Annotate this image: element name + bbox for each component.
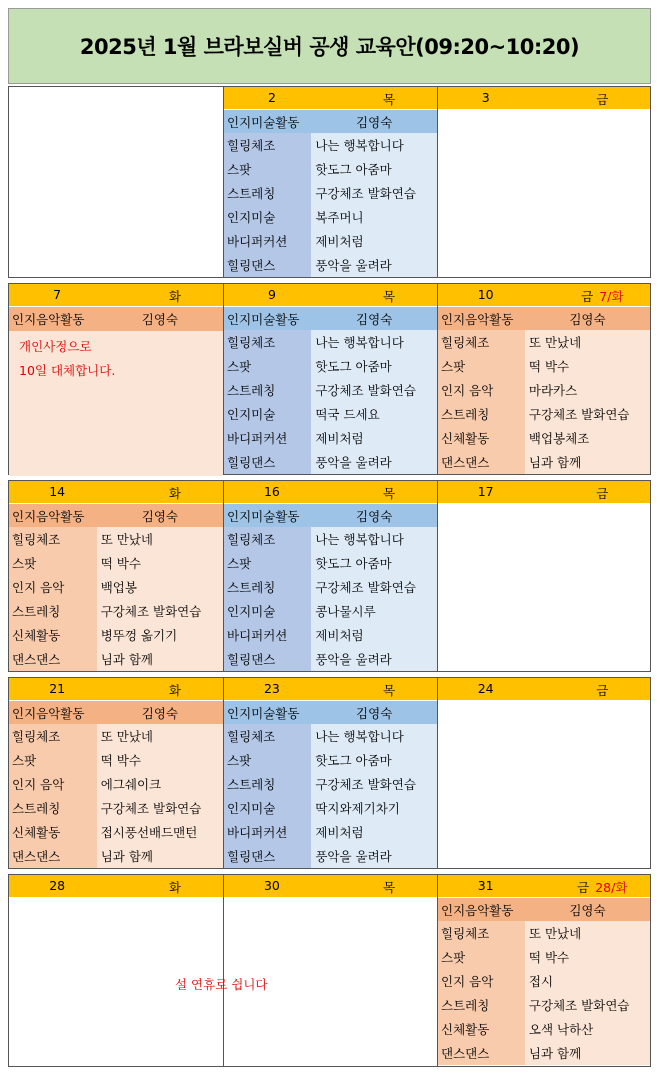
day-of-week-label: 금 (581, 289, 594, 304)
activity-content: 제비처럼 (311, 820, 437, 844)
instructor-name: 김영숙 (356, 706, 393, 721)
activity-content: 님과 함께 (525, 450, 650, 474)
activity-content: 떡 박수 (97, 748, 223, 772)
activity-row (438, 921, 650, 945)
activity-row (224, 820, 437, 844)
activity-row (224, 450, 437, 474)
activity-row (9, 575, 223, 599)
activity-content: 나는 행복합니다 (311, 527, 437, 551)
activity-category: 스팟 (438, 945, 525, 969)
program-header-row (224, 110, 437, 134)
day-of-week-label: 금 (596, 92, 609, 107)
activity-row (224, 551, 437, 575)
day-3-friday (437, 87, 650, 277)
activity-category: 인지 음악 (9, 772, 97, 796)
week-2 (8, 283, 651, 475)
activity-content: 또 만났네 (525, 921, 650, 945)
day-header (438, 481, 650, 503)
activity-content: 구강체조 발화연습 (525, 993, 650, 1017)
activity-content: 또 만났네 (97, 527, 223, 551)
day-of-week-label: 금 (577, 880, 590, 895)
day-28-tuesday (9, 875, 223, 1066)
day-header (9, 284, 223, 306)
activity-row (224, 181, 437, 205)
day-21-tuesday (9, 678, 223, 868)
activity-row (438, 354, 650, 378)
activity-row (224, 378, 437, 402)
day-24-friday (437, 678, 650, 868)
day-of-week-label: 금 (596, 683, 609, 698)
day-header (438, 87, 650, 109)
program-title: 인지음악활동 (12, 312, 85, 327)
program-title: 인지미술활동 (227, 115, 300, 130)
activity-row (438, 450, 650, 474)
day-number: 17 (477, 484, 494, 499)
activity-content: 구강체조 발화연습 (97, 599, 223, 623)
activity-row (9, 772, 223, 796)
day-31-friday (437, 875, 650, 1066)
program-title: 인지미술활동 (227, 312, 300, 327)
activity-row (224, 599, 437, 623)
activity-content: 구강체조 발화연습 (311, 378, 437, 402)
program-header-row (9, 504, 223, 528)
activity-content: 떡국 드세요 (311, 402, 437, 426)
activity-category: 스트레칭 (224, 181, 311, 205)
program-header-row (224, 307, 437, 331)
day-of-week-label: 화 (168, 289, 181, 304)
day-header (9, 875, 223, 897)
activity-row (9, 796, 223, 820)
day-of-week (127, 287, 223, 305)
day-16-thursday (223, 481, 437, 671)
activity-row (9, 748, 223, 772)
day-of-week-label: 화 (168, 683, 181, 698)
activity-category: 스팟 (9, 551, 97, 575)
activity-category: 힐링댄스 (224, 647, 311, 671)
instructor-name: 김영숙 (569, 903, 606, 918)
activity-row (9, 527, 223, 551)
day-23-thursday (223, 678, 437, 868)
day-of-week-label: 목 (383, 92, 396, 107)
activity-category: 스트레칭 (9, 599, 97, 623)
day-number: 16 (263, 484, 280, 499)
activity-row (438, 993, 650, 1017)
activity-category: 신체활동 (438, 1017, 525, 1041)
activity-content: 또 만났네 (97, 724, 223, 748)
activity-category: 스트레칭 (224, 575, 311, 599)
day-number: 31 (477, 878, 494, 893)
day-of-week (127, 681, 223, 699)
day-of-week (127, 484, 223, 502)
activity-row (224, 133, 437, 157)
activity-category: 인지미술 (224, 402, 311, 426)
activity-content: 콩나물시루 (311, 599, 437, 623)
day-14-tuesday (9, 481, 223, 671)
activity-category: 힐링체조 (224, 133, 311, 157)
day-number: 30 (263, 878, 280, 893)
substitute-date: 7/화 (599, 289, 624, 304)
day-of-week-label: 금 (596, 486, 609, 501)
day-of-week (555, 484, 650, 502)
substitute-date: 28/화 (595, 880, 628, 895)
activity-content: 제비처럼 (311, 623, 437, 647)
instructor-name: 김영숙 (356, 312, 393, 327)
activity-row (438, 969, 650, 993)
activity-row (224, 772, 437, 796)
activity-category: 바디퍼커션 (224, 623, 311, 647)
activity-content: 핫도그 아줌마 (311, 551, 437, 575)
activity-row (224, 330, 437, 354)
instructor-name: 김영숙 (141, 312, 178, 327)
activity-category: 힐링댄스 (224, 253, 311, 277)
activity-category: 스팟 (224, 157, 311, 181)
activity-content: 병뚜껑 옮기기 (97, 623, 223, 647)
activity-row (224, 575, 437, 599)
day-header (438, 678, 650, 700)
instructor-name: 김영숙 (141, 706, 178, 721)
day-of-week-label: 목 (383, 289, 396, 304)
day-header (438, 875, 650, 897)
activity-category: 스팟 (438, 354, 525, 378)
day-number: 23 (263, 681, 280, 696)
activity-content: 님과 함께 (97, 844, 223, 868)
week-1 (8, 86, 651, 278)
day-header (224, 875, 437, 897)
program-header-row (438, 307, 650, 331)
activity-category: 힐링댄스 (224, 844, 311, 868)
week-5 (8, 874, 651, 1067)
program-title: 인지미술활동 (227, 509, 300, 524)
program-header-row (9, 701, 223, 725)
activity-content: 풍악을 울려라 (311, 647, 437, 671)
activity-content: 풍악을 울려라 (311, 844, 437, 868)
activity-category: 힐링체조 (224, 527, 311, 551)
activity-category: 힐링체조 (438, 921, 525, 945)
activity-content: 핫도그 아줌마 (311, 354, 437, 378)
activity-content: 핫도그 아줌마 (311, 157, 437, 181)
activity-content: 떡 박수 (525, 354, 650, 378)
day-number: 10 (477, 287, 494, 302)
day-of-week (555, 90, 650, 108)
activity-category: 스팟 (224, 551, 311, 575)
activity-category: 스팟 (9, 748, 97, 772)
activity-row (224, 426, 437, 450)
activity-row (224, 527, 437, 551)
program-header-row (224, 504, 437, 528)
day-of-week-label: 화 (168, 486, 181, 501)
activity-content: 접시 (525, 969, 650, 993)
activity-category: 댄스댄스 (438, 450, 525, 474)
day-number: 14 (49, 484, 66, 499)
activity-row (224, 748, 437, 772)
activity-content: 나는 행복합니다 (311, 330, 437, 354)
activity-category: 바디퍼커션 (224, 426, 311, 450)
activity-content: 딱지와제기차기 (311, 796, 437, 820)
activity-content: 님과 함께 (97, 647, 223, 671)
activity-row (9, 844, 223, 868)
day-of-week-label: 목 (383, 683, 396, 698)
day-header (224, 284, 437, 306)
activity-category: 인지미술 (224, 796, 311, 820)
activity-row (438, 378, 650, 402)
day-17-friday (437, 481, 650, 671)
activity-row (224, 157, 437, 181)
day-of-week (341, 681, 437, 699)
activity-content: 복주머니 (311, 205, 437, 229)
activity-category: 스트레칭 (224, 772, 311, 796)
activity-row (438, 1017, 650, 1041)
activity-content: 접시풍선배드맨턴 (97, 820, 223, 844)
activity-category: 스트레칭 (9, 796, 97, 820)
activity-category: 신체활동 (9, 623, 97, 647)
activity-content: 제비처럼 (311, 426, 437, 450)
activity-content: 풍악을 울려라 (311, 253, 437, 277)
activity-category: 신체활동 (9, 820, 97, 844)
activity-content: 핫도그 아줌마 (311, 748, 437, 772)
program-title: 인지음악활동 (441, 312, 514, 327)
activity-category: 바디퍼커션 (224, 229, 311, 253)
activity-row (224, 253, 437, 277)
activity-row (438, 1041, 650, 1065)
day-2-thursday (223, 87, 437, 277)
day-header (224, 678, 437, 700)
day-number: 21 (49, 681, 66, 696)
activity-row (224, 354, 437, 378)
activity-content: 구강체조 발화연습 (525, 402, 650, 426)
day-number: 3 (481, 90, 490, 105)
activity-content: 님과 함께 (525, 1041, 650, 1065)
day-header (9, 481, 223, 503)
activity-content: 제비처럼 (311, 229, 437, 253)
activity-category: 힐링체조 (224, 724, 311, 748)
activity-category: 댄스댄스 (438, 1041, 525, 1065)
day-empty (9, 87, 223, 277)
activity-content: 오색 낙하산 (525, 1017, 650, 1041)
activity-row (224, 647, 437, 671)
activity-row (438, 426, 650, 450)
instructor-name: 김영숙 (356, 115, 393, 130)
activity-content: 나는 행복합니다 (311, 133, 437, 157)
activity-category: 힐링댄스 (224, 450, 311, 474)
instructor-name: 김영숙 (569, 312, 606, 327)
activity-content: 나는 행복합니다 (311, 724, 437, 748)
activity-category: 인지 음악 (438, 969, 525, 993)
activity-row (9, 724, 223, 748)
activity-category: 스트레칭 (438, 993, 525, 1017)
activity-content: 구강체조 발화연습 (97, 796, 223, 820)
day-10-friday (437, 284, 650, 474)
activity-category: 인지 음악 (438, 378, 525, 402)
activity-row (224, 623, 437, 647)
activity-row (438, 330, 650, 354)
day-of-week (555, 287, 650, 305)
activity-content: 또 만났네 (525, 330, 650, 354)
activity-category: 힐링체조 (224, 330, 311, 354)
activity-category: 힐링체조 (9, 724, 97, 748)
activity-content: 백업봉체조 (525, 426, 650, 450)
program-header-row (9, 307, 223, 331)
activity-content: 에그쉐이크 (97, 772, 223, 796)
day-of-week-label: 목 (383, 486, 396, 501)
program-title: 인지음악활동 (12, 509, 85, 524)
activity-category: 바디퍼커션 (224, 820, 311, 844)
day-of-week (341, 878, 437, 896)
activity-content: 구강체조 발화연습 (311, 181, 437, 205)
day-number: 24 (477, 681, 494, 696)
activity-content: 구강체조 발화연습 (311, 772, 437, 796)
day-of-week (555, 681, 650, 699)
activity-category: 인지미술 (224, 205, 311, 229)
activity-row (9, 647, 223, 671)
program-title: 인지미술활동 (227, 706, 300, 721)
day-of-week (341, 90, 437, 108)
day-header (438, 284, 650, 306)
activity-row (438, 402, 650, 426)
activity-category: 댄스댄스 (9, 844, 97, 868)
activity-category: 스트레칭 (224, 378, 311, 402)
day-of-week-label: 화 (168, 880, 181, 895)
program-title: 인지음악활동 (12, 706, 85, 721)
day-number: 7 (53, 287, 62, 302)
day-9-thursday (223, 284, 437, 474)
activity-row (224, 724, 437, 748)
day-number: 9 (267, 287, 276, 302)
activity-category: 힐링체조 (438, 330, 525, 354)
note-line-2: 10일 대체합니다. (19, 363, 116, 378)
activity-row (224, 844, 437, 868)
instructor-name: 김영숙 (141, 509, 178, 524)
day-header (9, 678, 223, 700)
activity-row (9, 551, 223, 575)
program-header-row (224, 701, 437, 725)
day-header (224, 87, 437, 109)
activity-content: 떡 박수 (97, 551, 223, 575)
activity-row (224, 205, 437, 229)
activity-content: 풍악을 울려라 (311, 450, 437, 474)
activity-category: 스팟 (224, 354, 311, 378)
day-30-thursday (223, 875, 437, 1066)
activity-row (224, 796, 437, 820)
activity-row (9, 820, 223, 844)
day-number: 2 (267, 90, 276, 105)
activity-content: 구강체조 발화연습 (311, 575, 437, 599)
activity-content: 마라카스 (525, 378, 650, 402)
activity-category: 스팟 (224, 748, 311, 772)
activity-content: 백업봉 (97, 575, 223, 599)
week-3 (8, 480, 651, 672)
activity-category: 스트레칭 (438, 402, 525, 426)
note-line-1: 개인사정으로 (19, 339, 92, 354)
page-title: 2025년 1월 브라보실버 공생 교육안(09:20~10:20) (8, 8, 651, 84)
day-7-tuesday (9, 284, 223, 474)
activity-row (438, 945, 650, 969)
activity-row (224, 402, 437, 426)
activity-category: 인지미술 (224, 599, 311, 623)
day-of-week (555, 878, 650, 896)
holiday-note: 설 연휴로 쉽니다 (175, 977, 268, 992)
activity-category: 댄스댄스 (9, 647, 97, 671)
program-header-row (438, 898, 650, 922)
activity-row (9, 623, 223, 647)
day-header (224, 481, 437, 503)
activity-category: 인지 음악 (9, 575, 97, 599)
week-4 (8, 677, 651, 869)
day-of-week (341, 484, 437, 502)
activity-content: 떡 박수 (525, 945, 650, 969)
day-of-week (127, 878, 223, 896)
activity-category: 신체활동 (438, 426, 525, 450)
day-of-week (341, 287, 437, 305)
program-title: 인지음악활동 (441, 903, 514, 918)
activity-category: 힐링체조 (9, 527, 97, 551)
activity-row (224, 229, 437, 253)
day-of-week-label: 목 (383, 880, 396, 895)
instructor-name: 김영숙 (356, 509, 393, 524)
day-number: 28 (49, 878, 66, 893)
activity-row (9, 599, 223, 623)
